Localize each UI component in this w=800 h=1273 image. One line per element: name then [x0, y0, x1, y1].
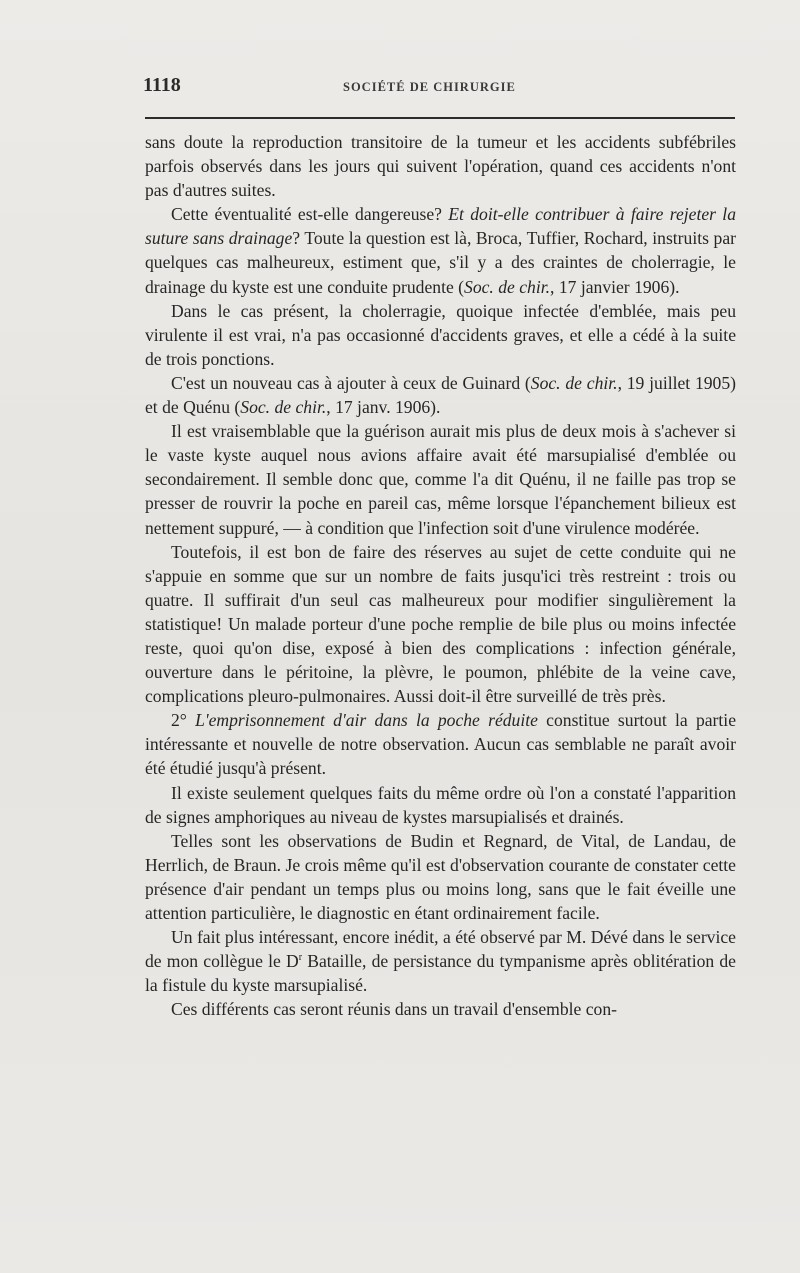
- paragraph: [145, 540, 736, 709]
- paragraph-text: , 17 janv. 1906).: [326, 397, 441, 418]
- body-text: [145, 130, 736, 1021]
- paragraph-text: sans doute la reproduction transitoire de la tumeur et les accidents subfébriles parfois observés dans les jours qui suivent l'opération, quand ces accidents n'ont pas d'autres suites.: [145, 132, 736, 201]
- paragraph-text: Il existe seulement quelques faits du même ordre où l'on a constaté l'apparition de signes amphoriques au niveau de kystes marsupialisés et drainés.: [145, 782, 736, 827]
- paragraph: [145, 202, 736, 298]
- paragraph: [145, 419, 736, 539]
- paragraph-text: Telles sont les observations de Budin et Regnard, de Vital, de Landau, de Herrlich, de Braun. Je crois même qu'il est d'observation courante de constater cette présence d'air pendant un temps plus ou moins long, sans que le fait éveille une attention particulière, le diagnostic en étant ordinairement facile.: [145, 830, 736, 923]
- running-head: SOCIÉTÉ DE CHIRURGIE: [343, 80, 516, 94]
- paragraph: [145, 299, 736, 371]
- italic-text: Et doit-elle contribuer à faire rejeter la suture sans drainage: [145, 204, 736, 249]
- paragraph-text: Ces différents cas seront réunis dans un travail d'ensemble con-: [171, 999, 617, 1020]
- paragraph-text: Un fait plus intéressant, encore inédit, a été observé par M. Dévé dans le service de mon collègue le D: [145, 927, 736, 972]
- paragraph: [145, 925, 736, 997]
- paragraph: [145, 371, 736, 419]
- paragraph-text: Cette éventualité est-elle dangereuse?: [171, 204, 449, 225]
- italic-text: Soc. de chir.: [530, 372, 618, 393]
- paragraph: [145, 708, 736, 780]
- paragraph-text: , 17 janvier 1906).: [550, 276, 680, 297]
- page-header: [143, 72, 733, 102]
- paragraph: [145, 130, 736, 202]
- superscript-text: r: [298, 952, 303, 964]
- header-rule: [145, 117, 735, 119]
- italic-text: L'emprisonnement d'air dans la poche réduite: [195, 710, 538, 731]
- paragraph: [145, 781, 736, 829]
- page-number: 1118: [143, 74, 181, 96]
- italic-text: Soc. de chir.: [240, 397, 327, 418]
- paragraph-text: C'est un nouveau cas à ajouter à ceux de Guinard (: [171, 372, 531, 393]
- paragraph-text: 2°: [171, 710, 196, 731]
- paragraph-text: constitue surtout la partie intéressante et nouvelle de notre observation. Aucun cas semblable ne paraît avoir été étudié jusqu'à présent.: [145, 710, 737, 779]
- paragraph-text: , 19 juillet 1905) et de Quénu (: [145, 372, 737, 418]
- italic-text: Soc. de chir.: [464, 276, 551, 297]
- paragraph: [145, 829, 736, 925]
- paragraph: [145, 997, 736, 1021]
- paragraph-text: ? Toute la question est là, Broca, Tuffier, Rochard, instruits par quelques cas malheureux, estiment que, s'il y a des craintes de cholerragie, le drainage du kyste est une conduite prudente (: [145, 228, 736, 297]
- paragraph-text: Dans le cas présent, la cholerragie, quoique infectée d'emblée, mais peu virulente il est vrai, n'a pas occasionné d'accidents graves, et elle a cédé à la suite de trois ponctions.: [145, 300, 736, 369]
- paragraph-text: Toutefois, il est bon de faire des réserves au sujet de cette conduite qui ne s'appuie en somme que sur un nombre de faits jusqu'ici très restreint : trois ou quatre. Il suffirait d'un seul cas malheureux pour modifier singulièrement la statistique! Un malade porteur d'une poche remplie de bile plus ou moins infectée reste, quoi qu'on dise, exposé à bien des complications : infection générale, ouverture dans le péritoine, la plèvre, le poumon, phlébite de la veine cave, complications pleuro-pulmonaires. Aussi doit-il être surveillé de très près.: [145, 541, 736, 707]
- paragraph-text: Il est vraisemblable que la guérison aurait mis plus de deux mois à s'achever si le vaste kyste auquel nous avions affaire avait été marsupialisé d'emblée ou secondairement. Il semble donc que, comme l'a dit Quénu, il ne faille pas trop se presser de rouvrir la poche en pareil cas, même lorsque l'épanchement bilieux est nettement suppuré, — à condition que l'infection soit d'une virulence modérée.: [145, 421, 736, 538]
- paragraph-text: Bataille, de persistance du tympanisme après oblitération de la fistule du kyste marsupialisé.: [145, 951, 736, 996]
